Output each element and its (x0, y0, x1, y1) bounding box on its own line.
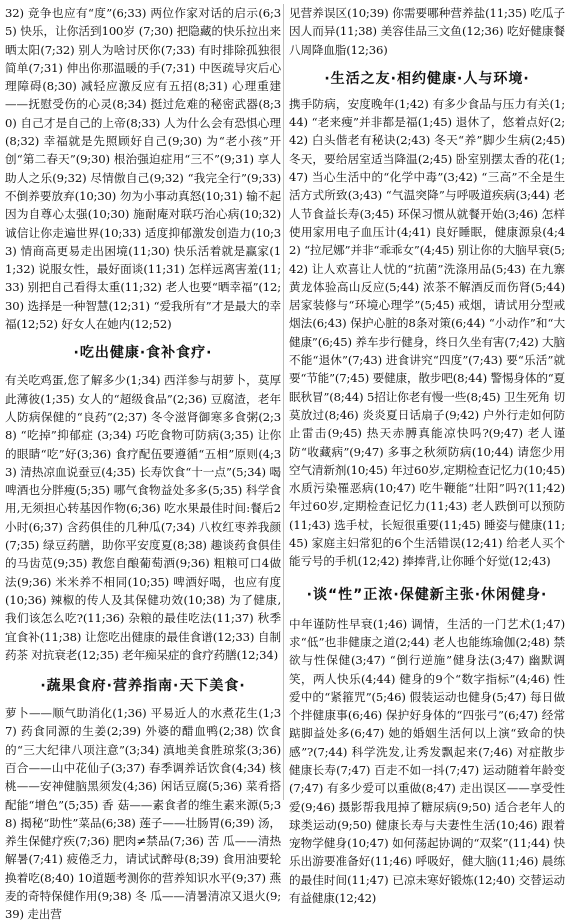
index-paragraph: 32) 竞争也应有“度”(6;33) 两位作家对话的启示(6;35) 快乐，让你活到100岁 (7;30) 把隐藏的快乐拉出来晒太阳(7;32) 别人为啥讨厌你(7;33) 有时排除孤独很简单(7;31) 伸出你那温暖的手(7;31) 中医疏导灾后心理障碍(8;30) 减轻应激反应有五招(8;31) 心理重建——抚慰受伤的心灵(8;34) 挺过危难的秘密武器(8;30) 自己才是自己的上帝(8;33) 人为什么会有恐惧心理(8;32) 幸福就是先照顾好自己(9;30) 为“老小孩”开创“第二春天”(9;30) 根治强迫症用“三不”(9;31) 享人助人之乐(9;32) 尽情傲自己(9;32) “我完全行”(9;33) 不倒养要放弃(10;30) 勿为小事动真怒(10;31) 输不起因为自尊心太强(10;30) 施耐庵对联巧治心病(10;32) 诚信让你走遍世界(10;33) 适度抑郁激发创造力(10;33) 情商高更易走出困境(11;30) 快乐活着就是赢家(11;32) 说服女性，最好面谈(11;31) 怎样远离害羞(11;33) 别把自己看得太重(11;32) 老人也要“晒幸福”(12;30) 选择是一种智慧(12;31) “爱我所有”才是最大的幸福(12;52) 好女人在她内(12;52) (5, 6, 281, 332)
section-heading-food-health: ·吃出健康·食补食疗· (73, 345, 213, 362)
index-paragraph: 萝卜——顺气助消化(1;36) 平易近人的水煮花生(1;37) 药食同源的生姜(2;39) 外婆的醋血鸭(2;38) 饮食的“三大纪律八项注意”(3;34) 滇地美食胜琼浆(3;36) 百合——山中花仙子(3;37) 春季调养话饮食(4;34) 核桃——安神健脑黑须发(4;36) 闲话豆腐(5;36) 菜肴搭配能“增色”(5;35) 香 菇——素食者的维生素来源(5;38) 揭秘“助性”菜品(6;38) 莲子——壮肠胃(6;39) 汤，养生保健疗疾(7;36) 肥肉≠禁品(7;36) 苦 瓜——清热解暑(7;41) 疲倦乏力，请试试醉母(8;39) 食用油要轮换着吃(8;40) 10道题考测你的营养知识水平(9;37) 燕麦的奇特保健作用(9;38) 冬 瓜——清暑清凉又退火(9;39) 走出营 (5, 706, 281, 922)
left-column (5, 4, 281, 924)
column-divider (283, 4, 284, 800)
index-paragraph: 携手防病，安度晚年(1;42) 有多少食品与压力有关(1;44) “老来瘦”并非都是福(1;45) 退休了，悠着点好(2;42) 白头偕老有秘诀(2;43) 冬天“养”脚少生病(2;45) 冬天，要给居室适当降温(2;45) 卧室别摆太香的花(1;47) 当心生活中的“化学中毒”(3;42) “三高”不全是生活方式所致(3;43) “气温突降”与呼吸道疾病(3;44) 老人节食益长寿(3;45) 环保习惯从就餐开始(3;46) 怎样使用家用电子血压计(4;41) 良好睡眠，健康源泉(4;42) “拉尼娜”并非“乖乖女”(4;45) 别让你的大脑早衰(5;42) 让人欢喜让人忧的“抗菌”洗涤用品(5;43) 在九寨黄龙体验高山反应(5;44) 浓茶不解酒反而伤肾(5;44) 居家装修与“环境心理学”(5;45) 戒烟，请试用分型戒烟法(6;43) 保护心脏的8条对策(6;44) “小动作”和“大健康”(6;45) 养车步行健身，终日久坐有害(7;42) 大脑不能“退休”(7;43) 进食讲究“四度”(7;43) 要“乐活”就要“节能”(7;45) 要健康，散步吧(8;44) 警惕身体的“夏眠秋冒”(8;44) 5招让你老有慢一些(8;45) 卫生死角 切莫放过(8;46) 炎炎夏日话扇子(9;42) 户外行走如何防止雷击(9;45) 热天赤膊真能凉快吗?(9;47) 老人谨防“收藏病”(9;47) 多事之秋须防病(10;44) 请您少用空气清新剂(10;45) 年过60岁,定期检查记忆力(10;45) 水质污染罹恶病(10;47) 吃牛鞭能“壮阳”吗?(11;42) 年过60岁,定期检查记忆力(11;43) 老人跌倒可以预防(11;43) 选手杖，长短很重要(11;45) 睡姿与健康(11;45) 家庭主妇常犯的6个生活错误(12;41) 给老人买个能亏号的手机(12;42) 捧捧背,让你睡个好觉(12;43) (289, 96, 565, 569)
index-paragraph: 中年谨防性早衰(1;46) 调情，生活的一门艺术(1;47) 求“低”也非健康之道(2;44) 老人也能练瑜伽(2;48) 禁欲与性保健(3;47) “倒行逆施”健身法(3;47) 幽默调笑，两人快乐(4;44) 健身的9个“数字指标”(4;46) 性爱中的“紧箍咒”(5;46) 假装运动也健身(5;47) 每日做个拌健康事(6;46) 保护好身体的“四张弓”(6;47) 经常踮脚益处多(6;47) 她的婚姻生活何以上演“致命的快感”?(7;44) 科学洗发,让秀发飘起来(7;46) 对症散步 健康长寿(7;47) 百走不如一抖(7;47) 运动随着年龄变(7;47) 有多少爱可以重做(8;47) 走出误区——享受性爱(9;46) 摄影帮我甩掉了糖尿病(9;50) 适合老年人的球类运动(9;50) 健康长寿与夫妻性生活(10;46) 跟着宠物学健身(10;47) 如何荡起协调的“双桨”(11;44) 快乐出游要准备好(11;46) 呼吸好，健大脑(11;46) 晨练的最佳时间(11;47) 已凉未寒好锻炼(12;40) 交替运动有益健康(12;42) (289, 616, 565, 906)
right-column (289, 4, 565, 907)
section-heading-life-environment: ·生活之友·相约健康·人与环境· (324, 70, 530, 87)
section-heading-sex-fitness: ·谈“性”正浓·保健新主张·休闲健身· (306, 586, 548, 603)
section-heading-vegetables-nutrition: ·蔬果食府·营养指南·天下美食· (40, 678, 246, 695)
index-paragraph: 有关吃鸡蛋,您了解多少(1;34) 西洋参与胡萝卜，莫厚此薄彼(1;35) 女人的“超级食品”(2;36) 豆腐渣，老年人防病保健的“良药”(2;37) 冬令滋肾御寒多食粥(2;38) “吃掉”抑郁症 (3;34) 巧吃食物可防病(3;35) 让你的眼睛“吃”好(3;36) 食疗配伍要遵循“五相”原则(4;33) 清热凉血说蚕豆(4;35) 长寿饮食“十一点”(5;34) 喝啤酒也分胖瘦(5;35) 哪气食物益处多多(5;35) 科学食用,无须担心转基因作物(6;36) 吃水果最佳时间:餐后2小时(6;37) 含药俱佳的几种瓜(7;34) 八枚红枣养我颜(7;35) 绿豆药膳，助你平安度夏(8;38) 趣谈药食俱佳的马齿苋(9;35) 教您自酿葡萄酒(9;36) 粗粮可口4做法(9;36) 米米养不相同(10;35) 啤酒好喝，也应有度(10;36) 辣椒的传人及其保健功效(10;38) 为了健康,我们该怎么吃?(11;36) 杂粮的最佳吃法(11;37) 秋季宜食补(11;38) 让您吃出健康的最佳食谱(12;33) 自制药茶 对抗衰老(12;35) 老年痴呆症的食疗药膳(12;34) (5, 373, 281, 662)
index-paragraph: 见营养误区(10;39) 你需要哪种营养盐(11;35) 吃瓜子因人而异(11;38) 美容佳品三文鱼(12;36) 吃好健康餐 八周降血脂(12;36) (289, 6, 565, 57)
